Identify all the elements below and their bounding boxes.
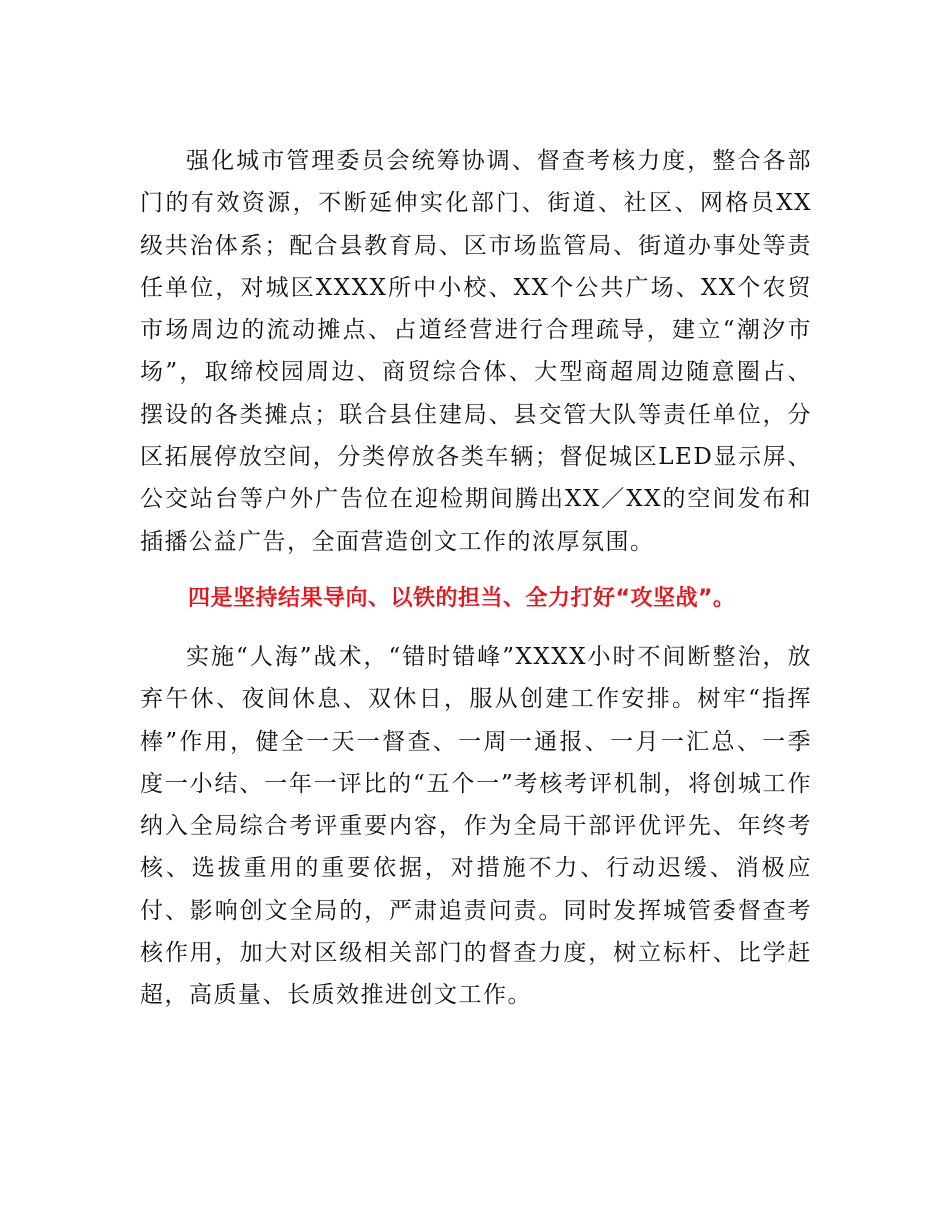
paragraph-results-oriented: 实施“人海”战术，“错时错峰”XXXX小时不间断整治，放弃午休、夜间休息、双休日，服从创建工作安排。树牢“指挥棒”作用，健全一天一督查、一周一通报、一月一汇总、一季度一小结、一年一评比的“五个一”考核考评机制，将创城工作纳入全局综合考评重要内容，作为全局干部评优评先、年终考核、选拔重用的重要依据，对措施不力、行动迟缓、消极应付、影响创文全局的，严肃追责问责。同时发挥城管委督查考核作用，加大对区级相关部门的督查力度，树立标杆、比学赶超，高质量、长质效推进创文工作。 (140, 643, 812, 1009)
section-heading: 四是坚持结果导向、以铁的担当、全力打好“攻坚战”。 (188, 585, 736, 611)
paragraph-urban-management: 强化城市管理委员会统筹协调、督查考核力度，整合各部门的有效资源，不断延伸实化部门、街道、社区、网格员XX级共治体系；配合县教育局、区市场监管局、街道办事处等责任单位，对城区XXXX所中小校、XX个公共广场、XX个农贸市场周边的流动摊点、占道经营进行合理疏导，建立“潮汐市场”，取缔校园周边、商贸综合体、大型商超周边随意圈占、摆设的各类摊点；联合县住建局、县交管大队等责任单位，分区拓展停放空间，分类停放各类车辆；督促城区LED显示屏、公交站台等户外广告位在迎检期间腾出XX／XX的空间发布和插播公益广告，全面营造创文工作的浓厚氛围。 (140, 148, 812, 555)
document-body (140, 140, 812, 1017)
